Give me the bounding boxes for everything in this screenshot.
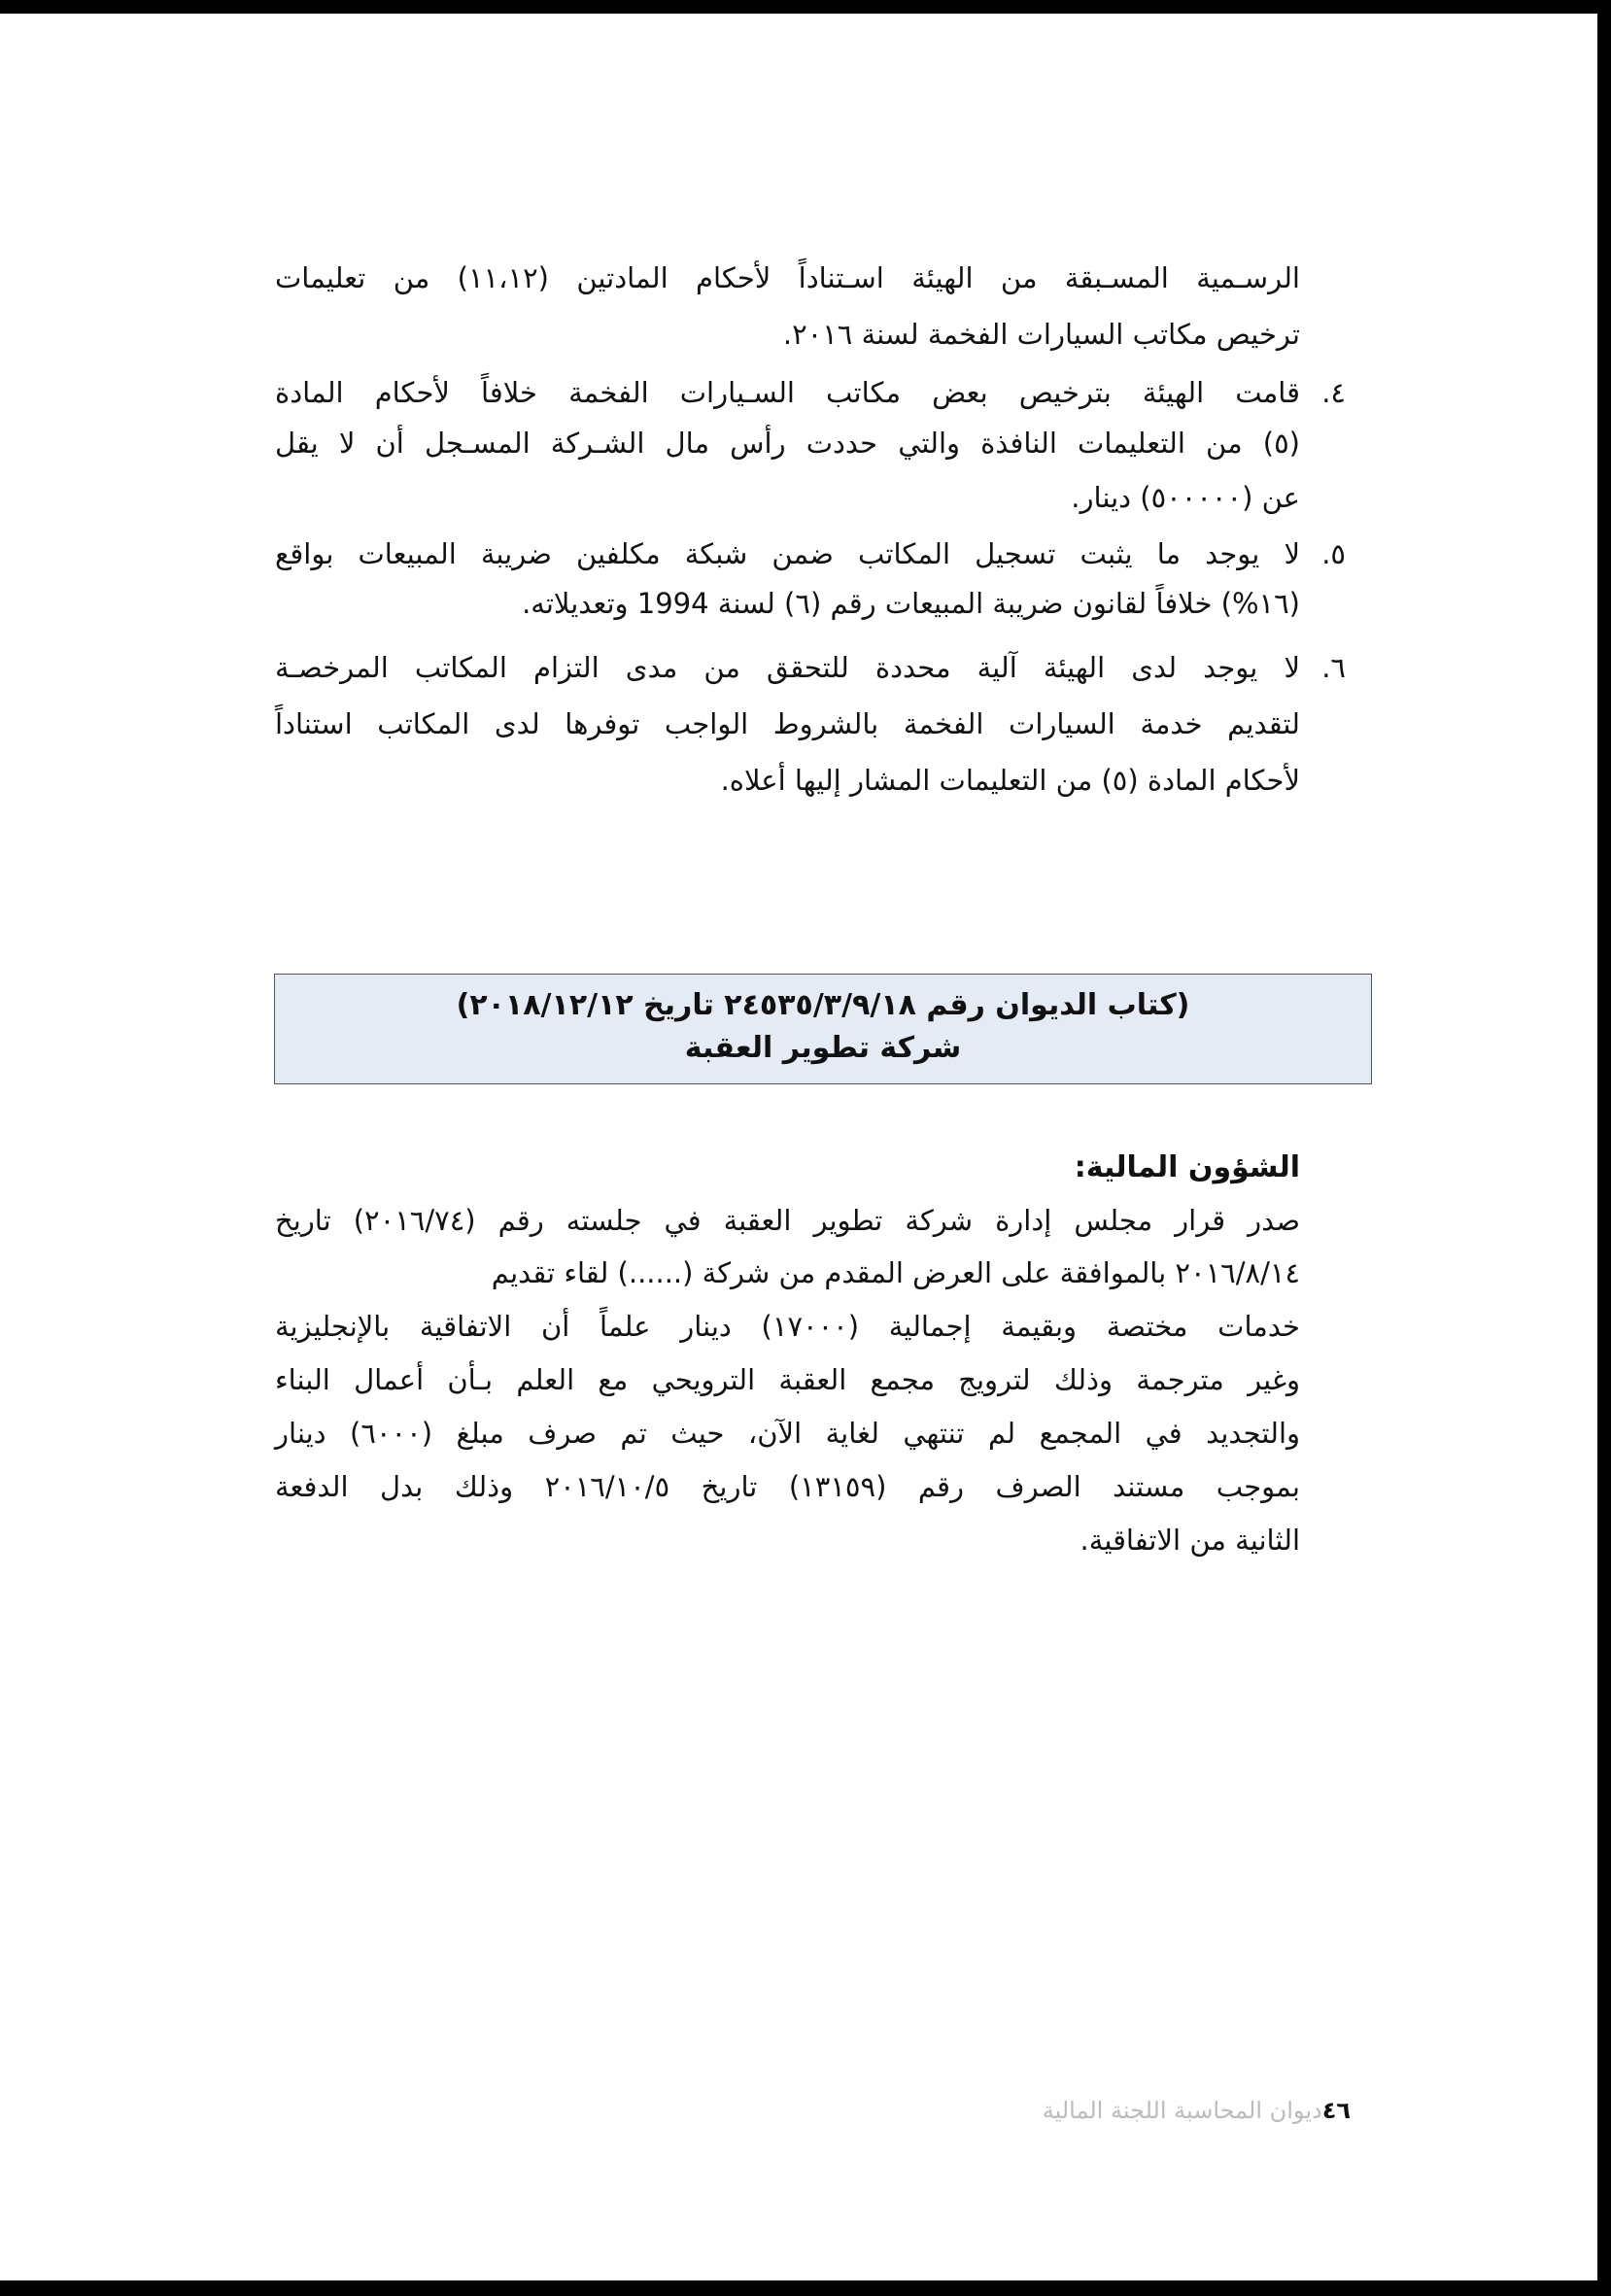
- company-name: شركة تطوير العقبة: [684, 1031, 962, 1065]
- item-line: لأحكام المادة (٥) من التعليمات المشار إليها أعلاه.: [720, 764, 1300, 797]
- item-line: لا يوجد ما يثبت تسجيل المكاتب ضمن شبكة مكلفين ضريبة المبيعات بواقع: [275, 537, 1300, 570]
- paragraph-line: والتجديد في المجمع لم تنتهي لغاية الآن، حيث تم صرف مبلغ (٦٠٠٠) دينار: [275, 1417, 1301, 1450]
- letter-reference: (كتاب الديوان رقم ٢٤٥٣٥/٣/٩/١٨ تاريخ ٢٠١٨/١٢/١٢): [456, 988, 1190, 1022]
- paragraph-line: صدر قرار مجلس إدارة شركة تطوير العقبة في جلسته رقم (٢٠١٦/٧٤) تاريخ: [275, 1204, 1300, 1237]
- item-number: ٥.: [1321, 537, 1346, 570]
- paragraph-line: خدمات مختصة وبقيمة إجمالية (١٧٠٠٠) دينار علماً أن الاتفاقية بالإنجليزية: [275, 1310, 1300, 1343]
- scan-border-bottom: [0, 2280, 1611, 2296]
- letter-reference-box: [274, 974, 1372, 1084]
- paragraph-line: ٢٠١٦/٨/١٤ بالموافقة على العرض المقدم من شركة (......) لقاء تقديم: [491, 1256, 1300, 1289]
- item-number: ٦.: [1321, 651, 1346, 684]
- page-footer: [777, 2097, 1351, 2124]
- item-line: (٥) من التعليمات النافذة والتي حددت رأس مال الشـركة المسـجل أن لا يقل: [275, 427, 1300, 460]
- paragraph-line: الثانية من الاتفاقية.: [1080, 1524, 1300, 1557]
- footer-text: ديوان المحاسبة اللجنة المالية: [1042, 2097, 1322, 2124]
- item-line: (١٦%) خلافاً لقانون ضريبة المبيعات رقم (٦) لسنة 1994 وتعديلاته.: [522, 587, 1300, 620]
- item-line: عن (٥٠٠٠٠٠) دينار.: [1071, 481, 1300, 514]
- page-number: ٤٦: [1321, 2097, 1351, 2124]
- paragraph-line: بموجب مستند الصرف رقم (١٣١٥٩) تاريخ ٢٠١٦/١٠/٥ وذلك بدل الدفعة: [275, 1470, 1300, 1503]
- paragraph-line: وغير مترجمة وذلك لترويج مجمع العقبة الترويحي مع العلم بـأن أعمال البناء: [275, 1363, 1300, 1396]
- scan-border-top: [0, 0, 1611, 14]
- paragraph-line: ترخيص مكاتب السيارات الفخمة لسنة ٢٠١٦.: [782, 318, 1300, 351]
- item-number: ٤.: [1321, 376, 1346, 409]
- section-heading: الشؤون المالية:: [1074, 1150, 1300, 1184]
- paragraph-line: الرسـمية المسـبقة من الهيئة اسـتناداً لأحكام المادتين (١١،١٢) من تعليمات: [275, 261, 1300, 294]
- scan-border-right: [1597, 0, 1611, 2296]
- item-line: قامت الهيئة بترخيص بعض مكاتب السـيارات الفخمة خلافاً لأحكام المادة: [275, 376, 1300, 409]
- item-line: لا يوجد لدى الهيئة آلية محددة للتحقق من مدى التزام المكاتب المرخصـة: [275, 651, 1300, 684]
- item-line: لتقديم خدمة السيارات الفخمة بالشروط الواجب توفرها لدى المكاتب استناداً: [275, 707, 1300, 740]
